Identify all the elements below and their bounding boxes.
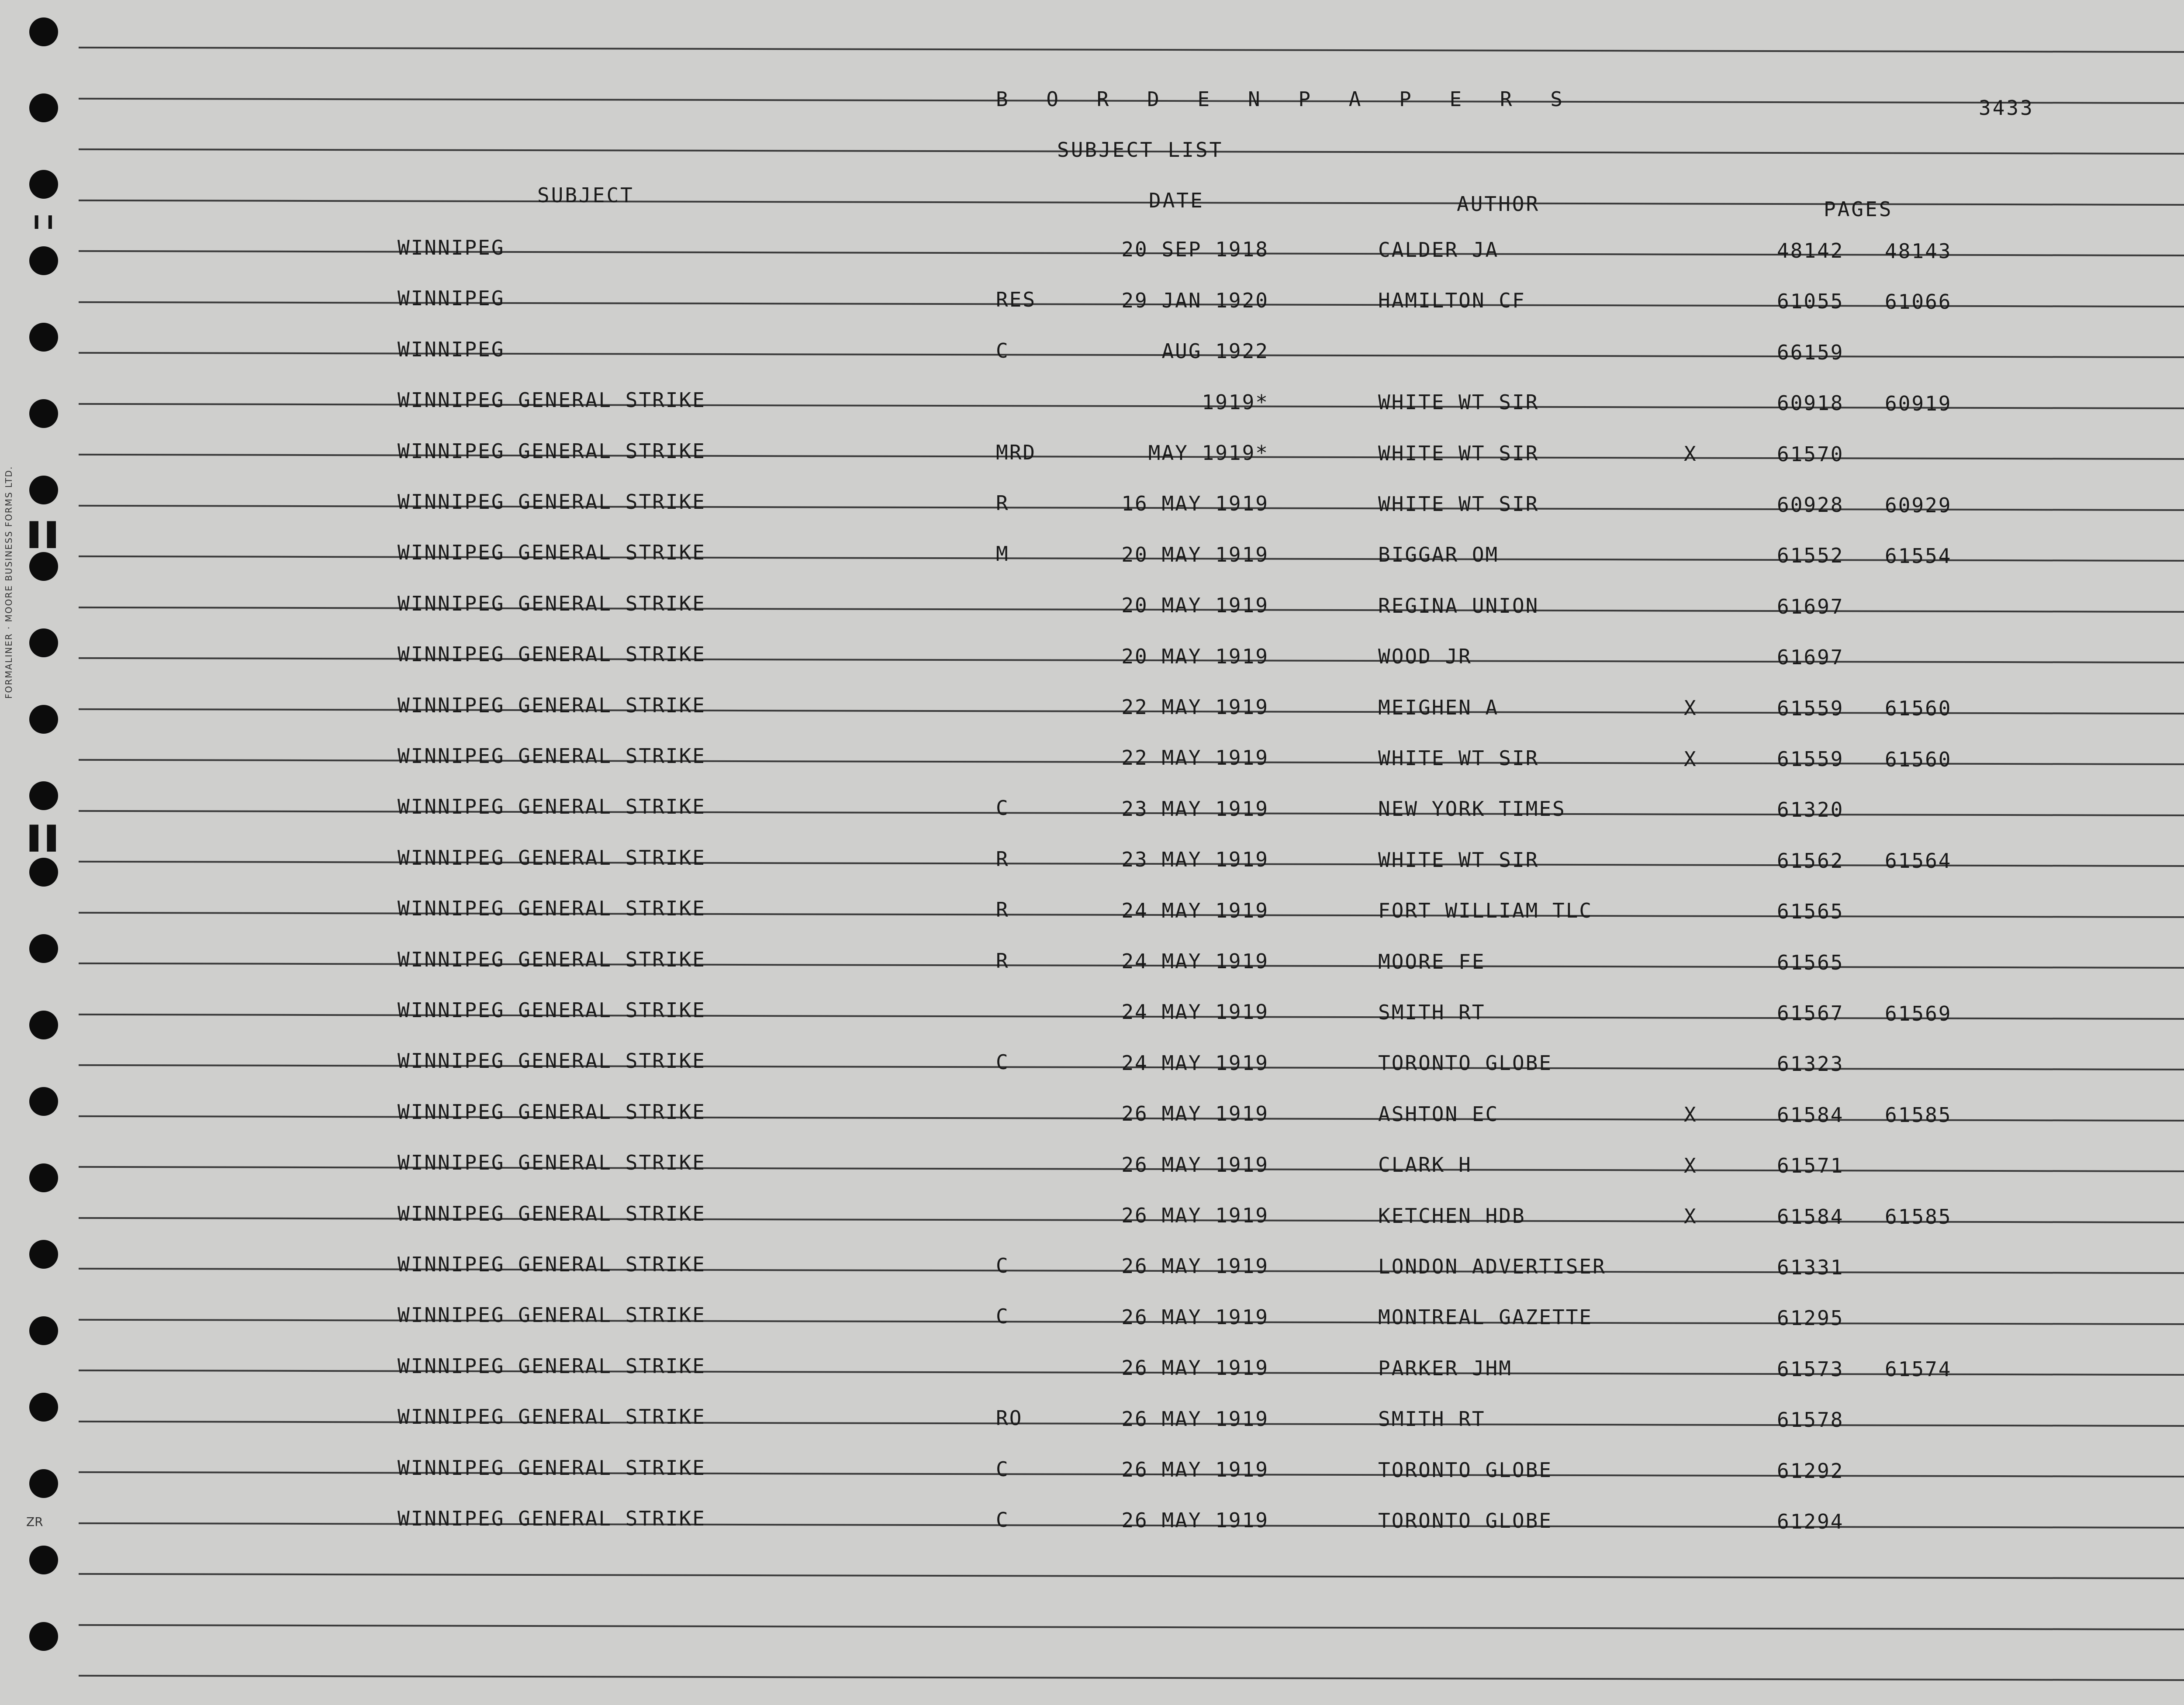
cell-subject: WINNIPEG GENERAL STRIKE — [397, 541, 706, 565]
column-header-author: AUTHOR — [1457, 192, 1540, 216]
cell-page-start: 61571 — [1777, 1154, 1844, 1178]
cell-page-end: 48143 — [1885, 239, 1952, 263]
cell-page-start: 61552 — [1777, 544, 1844, 568]
cell-subject: WINNIPEG — [397, 286, 505, 311]
cell-date: MAY 1919* — [1148, 441, 1269, 465]
cell-subject: WINNIPEG — [397, 236, 505, 260]
cell-subject: WINNIPEG GENERAL STRIKE — [397, 591, 706, 615]
feed-hole — [29, 1240, 58, 1269]
cell-page-start: 61584 — [1777, 1205, 1844, 1229]
cell-author: CLARK H — [1378, 1153, 1472, 1177]
feed-hole — [29, 476, 58, 504]
cell-code: RO — [996, 1406, 1023, 1430]
cell-date: 23 MAY 1919 — [1121, 848, 1269, 872]
cell-date: AUG 1922 — [1161, 339, 1269, 363]
feed-hole — [29, 858, 58, 887]
cell-author: NEW YORK TIMES — [1378, 797, 1566, 821]
cell-author: KETCHEN HDB — [1378, 1204, 1526, 1228]
cell-code: R — [996, 898, 1009, 922]
cell-date: 20 SEP 1918 — [1121, 238, 1269, 262]
cell-page-start: 61559 — [1777, 747, 1844, 771]
feed-hole — [29, 1622, 58, 1651]
cell-page-end: 61585 — [1885, 1205, 1952, 1229]
cell-flag: X — [1684, 696, 1697, 720]
feed-hole — [29, 1011, 58, 1039]
cell-subject: WINNIPEG GENERAL STRIKE — [397, 693, 706, 717]
feed-hole — [29, 323, 58, 352]
cell-author: CALDER JA — [1378, 238, 1499, 262]
cell-page-start: 61567 — [1777, 1001, 1844, 1025]
cell-subject: WINNIPEG GENERAL STRIKE — [397, 388, 706, 412]
left-tractor-feed-holes — [24, 0, 63, 1705]
cell-author: TORONTO GLOBE — [1378, 1051, 1553, 1075]
cell-page-start: 61697 — [1777, 594, 1844, 618]
cell-page-end: 61554 — [1885, 544, 1952, 568]
cell-author: TORONTO GLOBE — [1378, 1508, 1553, 1532]
cell-date: 26 MAY 1919 — [1121, 1102, 1269, 1126]
cell-date: 16 MAY 1919 — [1121, 492, 1269, 516]
cell-page-start: 61573 — [1777, 1357, 1844, 1381]
cell-subject: WINNIPEG GENERAL STRIKE — [397, 642, 706, 666]
cell-code: R — [996, 949, 1009, 973]
feed-hole — [29, 628, 58, 657]
feed-hole — [29, 93, 58, 122]
cell-code: R — [996, 847, 1009, 871]
cell-subject: WINNIPEG GENERAL STRIKE — [397, 1405, 706, 1429]
cell-author: ASHTON EC — [1378, 1102, 1499, 1126]
cell-subject: WINNIPEG GENERAL STRIKE — [397, 490, 706, 514]
feed-hole — [29, 246, 58, 275]
margin-mark-icon: ▌▌ — [30, 825, 65, 852]
cell-date: 23 MAY 1919 — [1121, 797, 1269, 821]
list-subtitle: SUBJECT LIST — [1057, 138, 1223, 162]
cell-flag: X — [1684, 1153, 1697, 1177]
feed-hole — [29, 1546, 58, 1574]
cell-page-start: 61055 — [1777, 290, 1844, 314]
cell-author: MOORE FE — [1378, 949, 1486, 973]
cell-author: FORT WILLIAM TLC — [1378, 899, 1593, 923]
cell-code: C — [996, 1050, 1009, 1074]
cell-flag: X — [1684, 747, 1697, 771]
cell-flag: X — [1684, 1205, 1697, 1229]
cell-date: 24 MAY 1919 — [1121, 898, 1269, 922]
cell-author: LONDON ADVERTISER — [1378, 1254, 1606, 1278]
ruled-line — [79, 352, 2184, 358]
feed-hole — [29, 1087, 58, 1116]
cell-page-start: 61578 — [1777, 1408, 1844, 1432]
cell-code: M — [996, 542, 1009, 566]
cell-date: 20 MAY 1919 — [1121, 594, 1269, 618]
cell-date: 26 MAY 1919 — [1121, 1407, 1269, 1431]
column-header-date: DATE — [1149, 189, 1204, 212]
cell-date: 26 MAY 1919 — [1121, 1305, 1269, 1329]
cell-subject: WINNIPEG — [397, 337, 505, 361]
cell-page-end: 61066 — [1885, 290, 1952, 314]
feed-hole — [29, 934, 58, 963]
cell-page-start: 61562 — [1777, 849, 1844, 873]
column-header-subject: SUBJECT — [537, 183, 634, 207]
cell-subject: WINNIPEG GENERAL STRIKE — [397, 1049, 706, 1073]
feed-hole — [29, 1469, 58, 1498]
cell-author: SMITH RT — [1378, 1407, 1486, 1431]
cell-author: SMITH RT — [1378, 1000, 1486, 1024]
margin-code: ZR — [26, 1515, 43, 1529]
cell-page-start: 61295 — [1777, 1306, 1844, 1330]
cell-author: MEIGHEN A — [1378, 695, 1499, 719]
cell-flag: X — [1684, 442, 1697, 466]
cell-page-start: 61559 — [1777, 696, 1844, 720]
cell-page-start: 61323 — [1777, 1052, 1844, 1076]
cell-page-start: 61320 — [1777, 798, 1844, 822]
cell-date: 22 MAY 1919 — [1121, 695, 1269, 719]
margin-mark-icon: ▌▌ — [30, 522, 65, 548]
cell-author: WHITE WT SIR — [1378, 390, 1539, 414]
ruled-line — [79, 1624, 2184, 1630]
cell-subject: WINNIPEG GENERAL STRIKE — [397, 744, 706, 768]
cell-date: 29 JAN 1920 — [1121, 288, 1269, 312]
cell-subject: WINNIPEG GENERAL STRIKE — [397, 1303, 706, 1327]
cell-author: WHITE WT SIR — [1378, 492, 1539, 516]
feed-hole — [29, 1393, 58, 1422]
cell-author: PARKER JHM — [1378, 1356, 1512, 1380]
cell-page-end: 61564 — [1885, 849, 1952, 873]
cell-flag: X — [1684, 1103, 1697, 1127]
cell-page-start: 48142 — [1777, 238, 1844, 262]
margin-mark-icon: ╹╹ — [30, 216, 57, 242]
ruled-line — [79, 403, 2184, 409]
cell-date: 26 MAY 1919 — [1121, 1458, 1269, 1481]
cell-author: WHITE WT SIR — [1378, 746, 1539, 770]
cell-subject: WINNIPEG GENERAL STRIKE — [397, 1456, 706, 1480]
cell-subject: WINNIPEG GENERAL STRIKE — [397, 897, 706, 921]
feed-hole — [29, 17, 58, 46]
cell-date: 24 MAY 1919 — [1121, 1051, 1269, 1075]
cell-subject: WINNIPEG GENERAL STRIKE — [397, 1507, 706, 1531]
cell-page-start: 61292 — [1777, 1459, 1844, 1483]
cell-page-end: 61560 — [1885, 747, 1952, 771]
cell-author: HAMILTON CF — [1378, 289, 1526, 313]
feed-hole — [29, 781, 58, 810]
cell-subject: WINNIPEG GENERAL STRIKE — [397, 998, 706, 1022]
cell-date: 24 MAY 1919 — [1121, 1000, 1269, 1024]
cell-page-end: 61574 — [1885, 1357, 1952, 1381]
cell-author: WHITE WT SIR — [1378, 848, 1539, 872]
ruled-line — [79, 1675, 2184, 1681]
cell-code: C — [996, 1305, 1009, 1329]
cell-subject: WINNIPEG GENERAL STRIKE — [397, 795, 706, 819]
feed-hole — [29, 1316, 58, 1345]
cell-page-end: 61585 — [1885, 1103, 1952, 1127]
cell-code: RES — [996, 288, 1037, 312]
cell-code: C — [996, 1254, 1009, 1278]
cell-author: TORONTO GLOBE — [1378, 1458, 1553, 1482]
cell-code: C — [996, 1508, 1009, 1532]
cell-page-start: 60928 — [1777, 493, 1844, 517]
cell-author: REGINA UNION — [1378, 594, 1539, 618]
cell-subject: WINNIPEG GENERAL STRIKE — [397, 947, 706, 971]
cell-date: 26 MAY 1919 — [1121, 1356, 1269, 1380]
cell-date: 26 MAY 1919 — [1121, 1508, 1269, 1532]
cell-date: 22 MAY 1919 — [1121, 746, 1269, 770]
cell-page-end: 61569 — [1885, 1001, 1952, 1025]
cell-subject: WINNIPEG GENERAL STRIKE — [397, 1100, 706, 1124]
cell-page-start: 61294 — [1777, 1509, 1844, 1533]
cell-date: 1919* — [1202, 390, 1269, 414]
ruled-line — [79, 1573, 2184, 1579]
cell-page-start: 61584 — [1777, 1103, 1844, 1127]
cell-page-end: 61560 — [1885, 697, 1952, 721]
cell-page-start: 61697 — [1777, 645, 1844, 670]
cell-date: 26 MAY 1919 — [1121, 1254, 1269, 1278]
cell-subject: WINNIPEG GENERAL STRIKE — [397, 1253, 706, 1277]
cell-date: 24 MAY 1919 — [1121, 949, 1269, 973]
cell-code: MRD — [996, 440, 1037, 464]
cell-code: C — [996, 796, 1009, 820]
cell-code: C — [996, 338, 1009, 362]
cell-author: BIGGAR OM — [1378, 543, 1499, 567]
cell-code: R — [996, 491, 1009, 515]
cell-page-start: 61570 — [1777, 442, 1844, 466]
feed-hole — [29, 170, 58, 199]
cell-subject: WINNIPEG GENERAL STRIKE — [397, 1201, 706, 1225]
cell-author: WOOD JR — [1378, 645, 1472, 669]
cell-page-start: 60918 — [1777, 391, 1844, 415]
cell-date: 26 MAY 1919 — [1121, 1153, 1269, 1177]
cell-subject: WINNIPEG GENERAL STRIKE — [397, 846, 706, 870]
cell-subject: WINNIPEG GENERAL STRIKE — [397, 439, 706, 463]
document-title: B O R D E N P A P E R S — [996, 87, 1576, 111]
cell-page-end: 60919 — [1885, 391, 1952, 415]
page-number: 3433 — [1979, 96, 2034, 120]
ruled-line — [79, 47, 2184, 53]
cell-date: 26 MAY 1919 — [1121, 1204, 1269, 1227]
cell-subject: WINNIPEG GENERAL STRIKE — [397, 1151, 706, 1175]
cell-code: C — [996, 1457, 1009, 1481]
feed-hole — [29, 399, 58, 428]
cell-date: 20 MAY 1919 — [1121, 644, 1269, 668]
column-header-pages: PAGES — [1824, 197, 1893, 221]
feed-hole — [29, 1163, 58, 1192]
cell-page-start: 61331 — [1777, 1255, 1844, 1279]
cell-page-start: 61565 — [1777, 950, 1844, 974]
cell-page-start: 66159 — [1777, 340, 1844, 364]
cell-page-start: 61565 — [1777, 900, 1844, 924]
form-maker-imprint: FORMALINER · MOORE BUSINESS FORMS LTD. — [3, 466, 14, 699]
feed-hole — [29, 552, 58, 581]
cell-author: WHITE WT SIR — [1378, 441, 1539, 465]
cell-author: MONTREAL GAZETTE — [1378, 1305, 1593, 1329]
cell-date: 20 MAY 1919 — [1121, 542, 1269, 566]
ruled-line — [79, 454, 2184, 460]
feed-hole — [29, 705, 58, 734]
cell-page-end: 60929 — [1885, 493, 1952, 517]
cell-subject: WINNIPEG GENERAL STRIKE — [397, 1354, 706, 1378]
